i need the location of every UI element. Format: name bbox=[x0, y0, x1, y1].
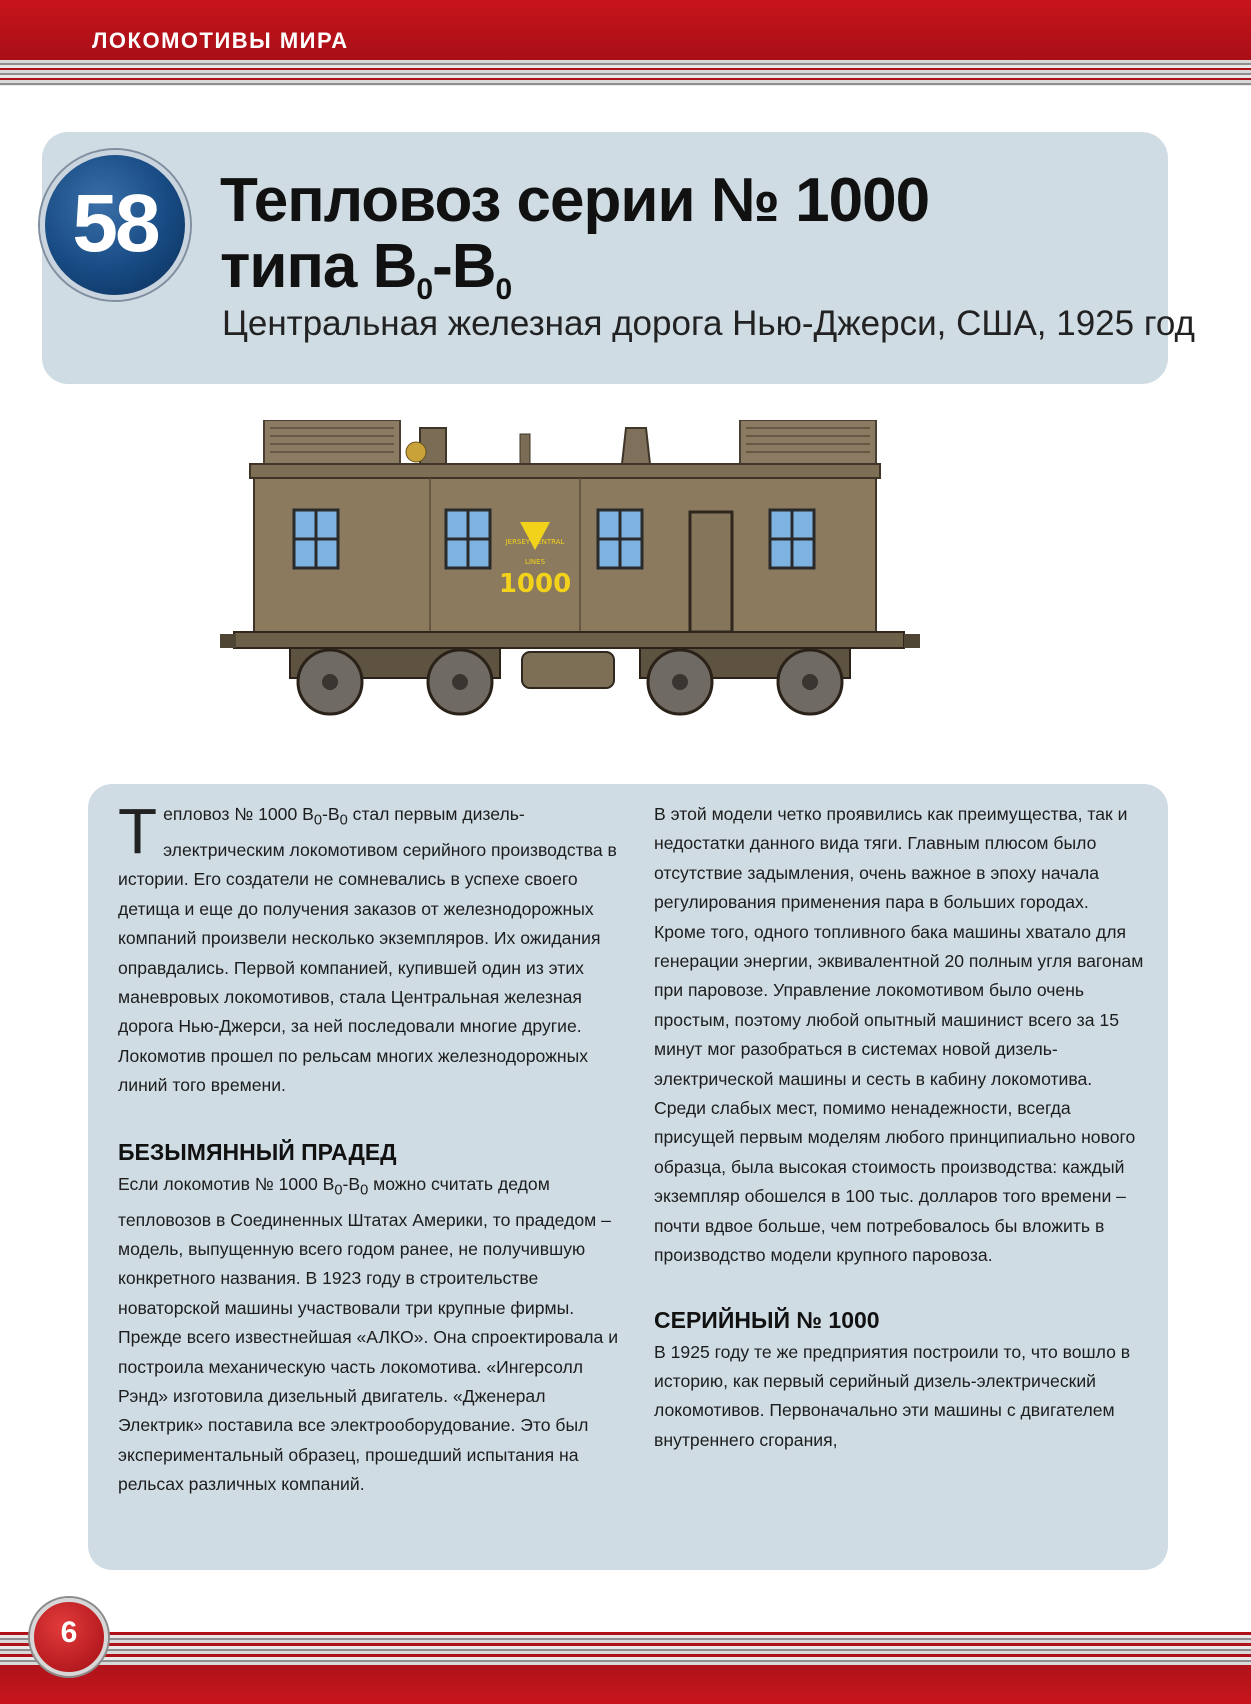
series-name: ЛОКОМОТИВЫ МИРА bbox=[92, 28, 349, 53]
radiator-right bbox=[740, 420, 876, 464]
emblem-bottom-text: LINES bbox=[524, 558, 546, 566]
title-sub-1: 0 bbox=[416, 273, 433, 306]
left-column bbox=[118, 795, 620, 1500]
article-number: 58 bbox=[72, 178, 158, 269]
article-number-badge bbox=[40, 150, 190, 300]
roof bbox=[250, 464, 880, 478]
page-number-badge bbox=[30, 1598, 108, 1676]
ancestor-text-c: можно считать дедом тепловозов в Соединенных Штатах Америки, то прадедом – модель, выпущенную всего годом ранее, не получившую конкретного названия. В 1923 году в строительстве новаторской машины участвовали три крупные фирмы. Прежде всего известнейшая «АЛКО». Она спроектировала и построила механическую часть локомотива. «Ингерсолл Рэнд» изготовила дизельный двигатель. «Дженерал Электрик» поставила все электрооборудование. Это был экспериментальный образец, прошедший испытания на рельсах различных компаний. bbox=[118, 1173, 619, 1495]
emblem-top-text: JERSEY CENTRAL bbox=[505, 538, 565, 546]
frame bbox=[234, 632, 904, 648]
coupler-left bbox=[220, 634, 236, 648]
roof-vent bbox=[622, 428, 650, 464]
radiator-left bbox=[264, 420, 400, 464]
ancestor-sub-1: 0 bbox=[334, 1182, 343, 1199]
intro-text-b: -В bbox=[322, 804, 340, 824]
coupler-right bbox=[904, 634, 920, 648]
ancestor-paragraph bbox=[118, 1170, 620, 1500]
serial-paragraph: В 1925 году те же предприятия построили то, что вошло в историю, как первый серийный дизель-электрический локомотивов. Первоначально эти машины с двигателем внутреннего сгорания, bbox=[654, 1341, 1131, 1450]
page-number: 6 bbox=[60, 1616, 78, 1649]
section-heading-serial: СЕРИЙНЫЙ № 1000 bbox=[654, 1306, 880, 1333]
title-line-1: Тепловоз серии № 1000 bbox=[220, 166, 930, 235]
advantages-paragraph: В этой модели четко проявились как преимущества, так и недостатки данного вида тяги. Главным плюсом было отсутствие задымления, очень важное в эпоху начала регулирования применения пара в больших городах. Кроме того, одного топливного бака машины хватало для генерации энергии, эквивалентной 20 полным угля вагонам при паровозе. Управление локомотивом было очень простым, поэтому любой опытный машинист всего за 15 минут мог разобраться в системах новой дизель-электрической машины и сесть в кабину локомотива. bbox=[654, 804, 1144, 1089]
intro-sub-1: 0 bbox=[313, 812, 323, 829]
intro-text-c: стал первым дизель-электрическим локомотивом серийного производства в истории. Его создатели не сомневались в успехе своего детища и еще до получения заказов от железнодорожных компаний произвели несколько экземпляров. Их ожидания оправдались. Первой компанией, купившей один из этих маневровых локомотивов, стала Центральная железная дорога Нью-Джерси, за ней последовали многие другие. Локомотив прошел по рельсам многих железнодорожных линий того времени. bbox=[118, 804, 617, 1096]
title-line-2-prefix: типа B bbox=[220, 232, 417, 301]
rear-truck bbox=[640, 648, 850, 714]
title-line-2 bbox=[220, 234, 929, 311]
footer-band bbox=[0, 1666, 1251, 1704]
locomotive-illustration bbox=[220, 420, 990, 730]
page-title bbox=[220, 168, 929, 311]
drop-cap: Т bbox=[118, 795, 158, 867]
ancestor-text-b: -В bbox=[342, 1173, 361, 1194]
footer-stripes bbox=[0, 1632, 1251, 1666]
car-number: 1000 bbox=[498, 569, 572, 599]
title-sub-2: 0 bbox=[495, 273, 512, 306]
intro-paragraph bbox=[118, 795, 620, 1101]
ancestor-text-a: Если локомотив № 1000 В bbox=[118, 1173, 335, 1194]
title-line-2-mid: -B bbox=[432, 232, 496, 301]
cab-door bbox=[690, 512, 732, 632]
fuel-tank bbox=[522, 652, 614, 688]
section-heading-ancestor: БЕЗЫМЯННЫЙ ПРАДЕД bbox=[118, 1138, 397, 1165]
intro-text-a: епловоз № 1000 В bbox=[163, 804, 314, 824]
right-column bbox=[654, 800, 1144, 1455]
bell bbox=[406, 442, 426, 462]
ancestor-sub-2: 0 bbox=[360, 1182, 369, 1199]
page-subtitle: Центральная железная дорога Нью-Джерси, США, 1925 год bbox=[222, 304, 1195, 343]
header-band bbox=[0, 0, 1251, 60]
weaknesses-paragraph: Среди слабых мест, помимо ненадежности, всегда присущей первым моделям любого принципиально нового образца, была высокая стоимость производства: каждый экземпляр обошелся в 100 тыс. долларов того времени – почти вдвое больше, чем потребовалось бы вложить в производство модели крупного паровоза. bbox=[654, 1098, 1136, 1266]
header-stripes bbox=[0, 60, 1251, 86]
front-truck bbox=[290, 648, 500, 714]
whistle bbox=[520, 434, 530, 464]
intro-sub-2: 0 bbox=[339, 812, 348, 829]
